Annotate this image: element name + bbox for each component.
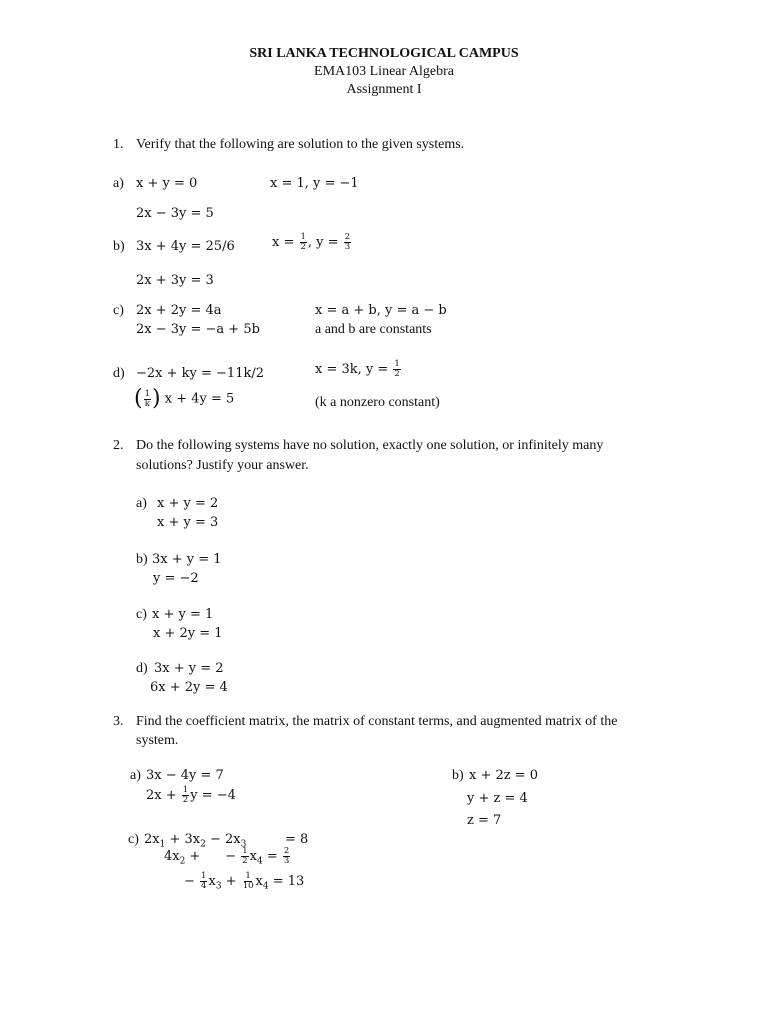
- q2d-label: d): [136, 661, 148, 676]
- q1c-solution: x = a + b, y = a − b: [315, 303, 447, 318]
- q1b-frac-half: $\frac{1}{2}$: [300, 232, 306, 252]
- q2d-eq1: 3x + y = 2: [154, 661, 224, 676]
- q3a-label: a): [130, 768, 141, 783]
- assignment-title: Assignment I: [346, 82, 422, 97]
- q3c-eq3-frac-tenth: $\frac{1}{10}$: [242, 871, 254, 891]
- q2a-eq2: x + y = 3: [157, 515, 219, 530]
- q3c-eq2-frac-two-thirds: $\frac{2}{3}$: [283, 846, 290, 866]
- q3-text-line2: system.: [136, 733, 179, 748]
- q3c-eq1-rhs: = 8: [285, 832, 309, 847]
- q2b-eq2: y = −2: [153, 571, 199, 586]
- q2c-eq2: x + 2y = 1: [153, 626, 223, 641]
- q1d-paren-fraction: ( $\frac{1}{k}$ ): [134, 386, 161, 411]
- q3c-eq3-frac-quarter: $\frac{1}{4}$: [201, 871, 207, 891]
- q3c-eq1: $2x_1 + 3x_2 - 2x_3$: [144, 832, 247, 850]
- q1-text: Verify that the following are solution to the given systems.: [136, 137, 465, 152]
- q3-number: 3.: [113, 714, 124, 729]
- q2-text-line1: Do the following systems have no solution, exactly one solution, or infinitely many: [136, 438, 604, 453]
- q3a-eq1: 3x − 4y = 7: [146, 768, 224, 783]
- q1d-solution: x = 3k, y = $\frac{1}{2}$: [315, 359, 400, 379]
- q1b-eq1: 3x + 4y = 25/6: [136, 239, 235, 254]
- q1d-note: (k a nonzero constant): [315, 395, 440, 410]
- q3c-eq2-frac-half: $\frac{1}{2}$: [242, 846, 248, 866]
- q1c-eq1: 2x + 2y = 4a: [136, 303, 222, 318]
- q2b-label: b): [136, 552, 148, 567]
- q2d-eq2: 6x + 2y = 4: [150, 680, 228, 695]
- q1b-eq2: 2x + 3y = 3: [136, 273, 214, 288]
- q1a-eq2: 2x − 3y = 5: [136, 206, 214, 221]
- q3b-eq2: y + z = 4: [467, 791, 528, 806]
- q1d-eq1: −2x + ky = −11k/2: [136, 366, 264, 381]
- q3b-eq1: x + 2z = 0: [469, 768, 539, 783]
- q1c-note: a and b are constants: [315, 322, 432, 337]
- q3c-eq2: $4x_2$ + − $\frac{1}{2}$ $x_4$ = $\frac{2}{3}$: [164, 846, 290, 867]
- q1d-label: d): [113, 366, 125, 381]
- q2-text-line2: solutions? Justify your answer.: [136, 458, 309, 473]
- q3-text-line1: Find the coefficient matrix, the matrix of constant terms, and augmented matrix of the: [136, 714, 618, 729]
- q2a-label: a): [136, 496, 147, 511]
- q2c-label: c): [136, 607, 147, 622]
- q1-number: 1.: [113, 137, 124, 152]
- q1b-label: b): [113, 239, 125, 254]
- q1b-solution: [272, 233, 352, 252]
- q2a-eq1: x + y = 2: [157, 496, 219, 511]
- q1a-solution: x = 1, y = −1: [270, 176, 359, 191]
- q1d-eq2: ( $\frac{1}{k}$ ) x + 4y = 5: [134, 386, 235, 411]
- q3c-eq3: − $\frac{1}{4}$ $x_3$ + $\frac{1}{10}$ $x_4 = 13$: [184, 871, 305, 892]
- q1b-frac-two-thirds: $\frac{2}{3}$: [344, 232, 351, 252]
- q1b-sol-x: x =: [272, 235, 295, 250]
- q3b-eq3: z = 7: [467, 813, 502, 828]
- q1d-frac-half: $\frac{1}{2}$: [394, 359, 400, 379]
- campus-title: SRI LANKA TECHNOLOGICAL CAMPUS: [249, 46, 519, 61]
- q1a-label: a): [113, 176, 124, 191]
- q1a-eq1: x + y = 0: [136, 176, 198, 191]
- q2-number: 2.: [113, 438, 124, 453]
- q1b-sol-y: , y =: [307, 235, 339, 250]
- course-title: EMA103 Linear Algebra: [314, 64, 454, 79]
- q1c-label: c): [113, 303, 124, 318]
- q1c-eq2: 2x − 3y = −a + 5b: [136, 322, 260, 337]
- q2c-eq1: x + y = 1: [152, 607, 214, 622]
- q3a-eq2: 2x + $\frac{1}{2}$ y = −4: [146, 785, 236, 805]
- q3a-frac-half: $\frac{1}{2}$: [182, 785, 189, 805]
- q3b-label: b): [452, 768, 464, 783]
- q2b-eq1: 3x + y = 1: [152, 552, 222, 567]
- q3c-label: c): [128, 832, 139, 847]
